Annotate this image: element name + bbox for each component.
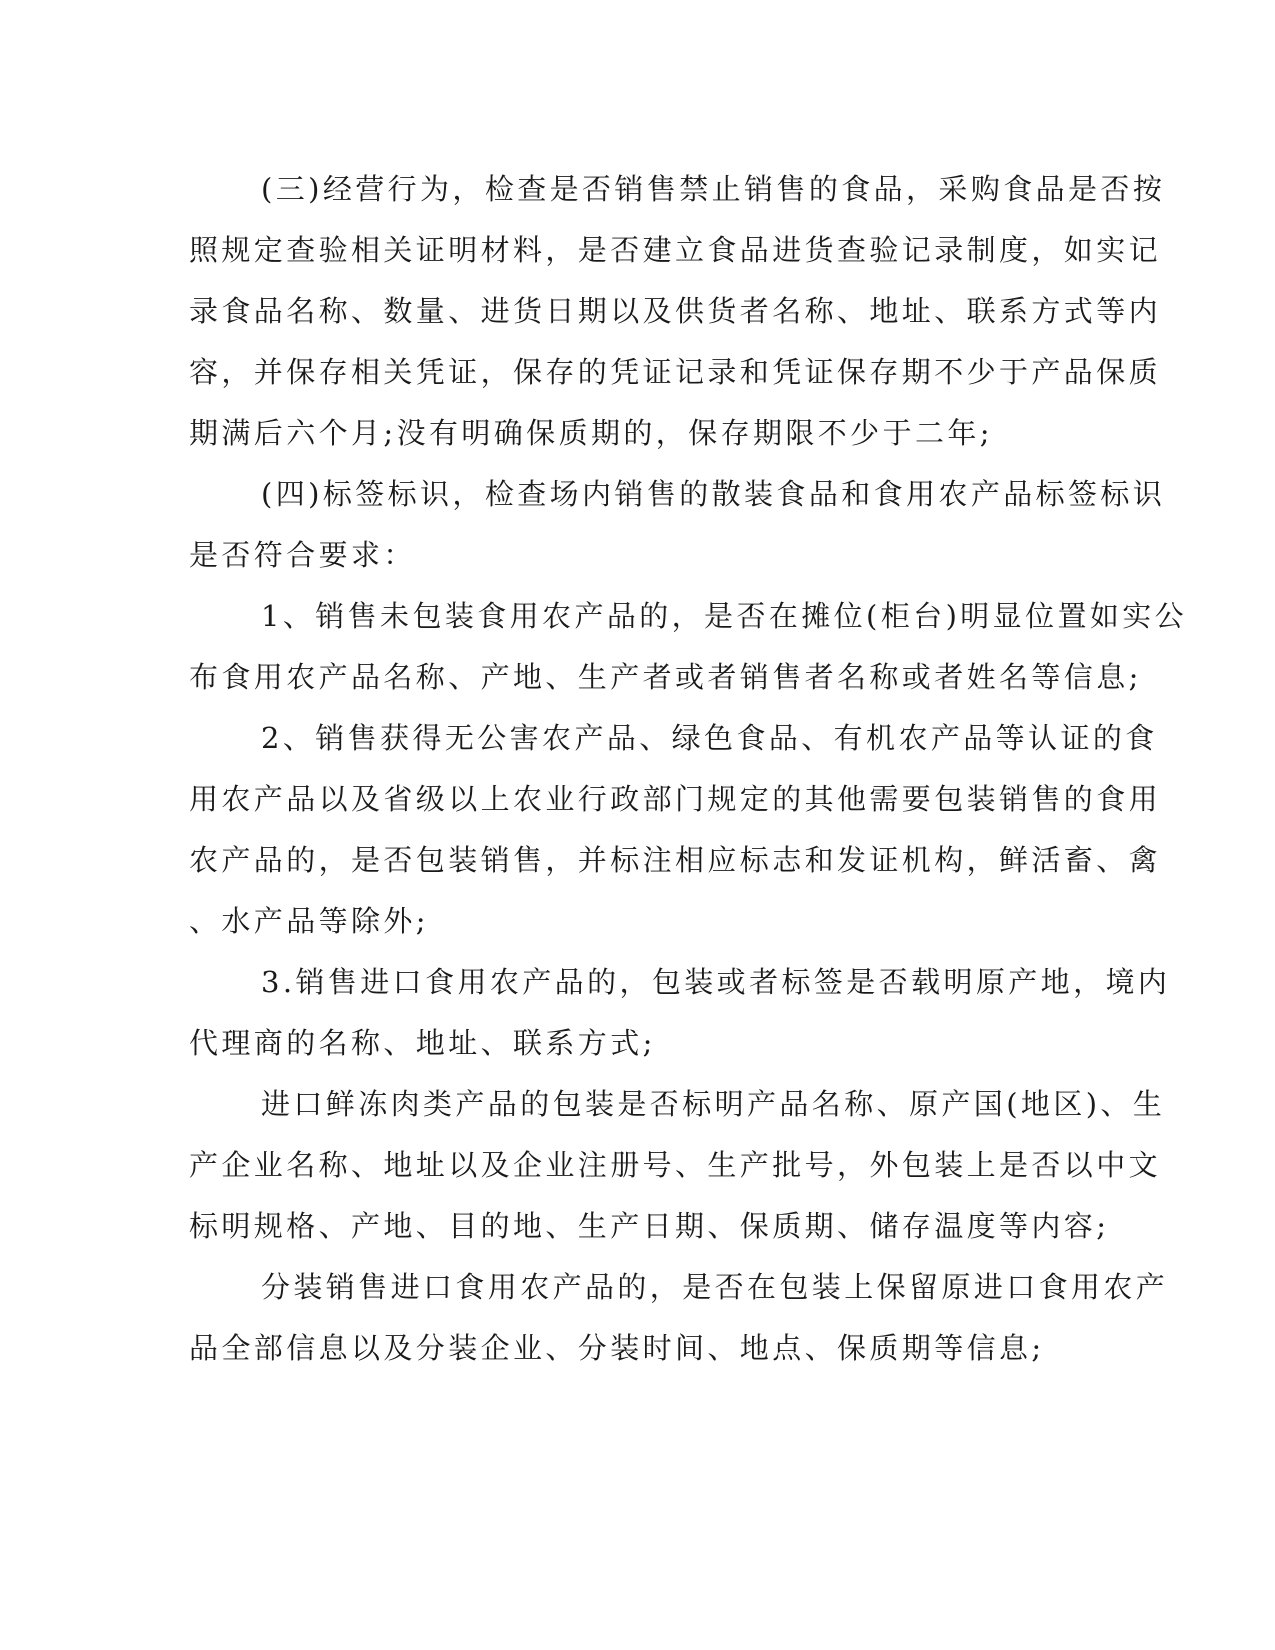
paragraph-line: 2、销售获得无公害农产品、绿色食品、有机农产品等认证的食 <box>261 721 1158 755</box>
paragraph-line: 录食品名称、数量、进货日期以及供货者名称、地址、联系方式等内 <box>189 294 1162 328</box>
paragraph-line: (四)标签标识，检查场内销售的散装食品和食用农产品标签标识 <box>261 477 1166 511</box>
paragraph-line: 代理商的名称、地址、联系方式; <box>189 1026 656 1060</box>
paragraph-line: (三)经营行为，检查是否销售禁止销售的食品，采购食品是否按 <box>261 172 1166 206</box>
paragraph-line: 分装销售进口食用农产品的，是否在包装上保留原进口食用农产 <box>261 1270 1169 1304</box>
paragraph-line: 是否符合要求： <box>189 538 416 572</box>
paragraph-line: 容，并保存相关凭证，保存的凭证记录和凭证保存期不少于产品保质 <box>189 355 1162 389</box>
paragraph-line: 农产品的，是否包装销售，并标注相应标志和发证机构，鲜活畜、禽 <box>189 843 1162 877</box>
paragraph-line: 1、销售未包装食用农产品的，是否在摊位(柜台)明显位置如实公 <box>261 599 1188 633</box>
paragraph-line: 用农产品以及省级以上农业行政部门规定的其他需要包装销售的食用 <box>189 782 1162 816</box>
paragraph-line: 3.销售进口食用农产品的，包装或者标签是否载明原产地，境内 <box>261 965 1171 999</box>
paragraph-line: 品全部信息以及分装企业、分装时间、地点、保质期等信息; <box>189 1331 1045 1365</box>
paragraph-line: 期满后六个月;没有明确保质期的，保存期限不少于二年; <box>189 416 993 450</box>
document-body <box>189 159 1188 1379</box>
paragraph-line: 照规定查验相关证明材料，是否建立食品进货查验记录制度，如实记 <box>189 233 1162 267</box>
paragraph-line: 产企业名称、地址以及企业注册号、生产批号，外包装上是否以中文 <box>189 1148 1162 1182</box>
paragraph-line: 、水产品等除外; <box>189 904 429 938</box>
paragraph-line: 进口鲜冻肉类产品的包装是否标明产品名称、原产国(地区)、生 <box>261 1087 1166 1121</box>
paragraph-line: 标明规格、产地、目的地、生产日期、保质期、储存温度等内容; <box>189 1209 1110 1243</box>
paragraph-line: 布食用农产品名称、产地、生产者或者销售者名称或者姓名等信息; <box>189 660 1142 694</box>
